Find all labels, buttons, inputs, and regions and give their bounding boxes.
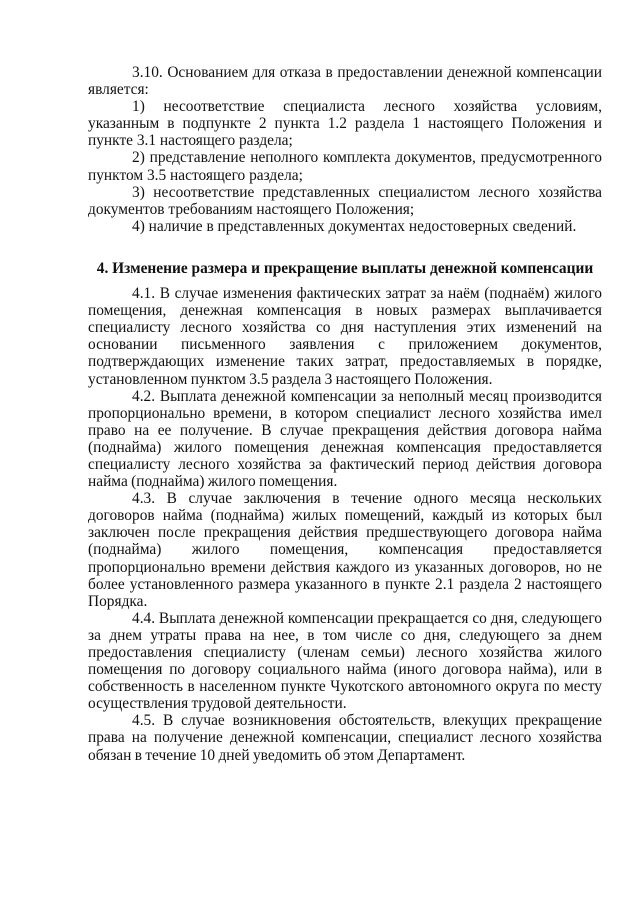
paragraph-4-5: 4.5. В случае возникновения обстоятельств, влекущих прекращение права на получение денежной компенсации, специалист лесного хозяйства обязан в течение 10 дней уведомить об этом Департамент. [88,712,602,764]
list-item: 1) несоответствие специалиста лесного хозяйства условиям, указанным в подпункте 2 пункта 1.2 раздела 1 настоящего Положения и пункте 3.1 настоящего раздела; [88,98,602,150]
paragraph-4-2: 4.2. Выплата денежной компенсации за неполный месяц производится пропорционально времени, в котором специалист лесного хозяйства имел право на ее получение. В случае прекращения действия договора найма (поднайма) жилого помещения денежная компенсация предоставляется специалисту лесного хозяйства за фактический период действия договора найма (поднайма) жилого помещения. [88,387,602,491]
list-item: 4) наличие в представленных документах недостоверных сведений. [132,217,577,235]
section-heading: 4. Изменение размера и прекращение выплаты денежной компенсации [96,259,594,277]
paragraph-4-1: 4.1. В случае изменения фактических затрат за наём (поднаём) жилого помещения, денежная компенсация в новых размерах выплачивается специалисту лесного хозяйства со дня наступления этих изменений на основании письменного заявления с приложением документов, подтверждающих изменение таких затрат, предоставляемых в порядке, установленном пунктом 3.5 раздела 3 настоящего Положения. [88,285,602,388]
paragraph-4-3: 4.3. В случае заключения в течение одного месяца нескольких договоров найма (поднайма) жилых помещений, каждый из которых был заключен после прекращения действия предшествующего договора найма (поднайма) жилого помещения, компенсация предоставляется пропорционально времени действия каждого из указанных договоров, но не более установленного размера указанного в пункте 2.1 раздела 2 настоящего Порядка. [88,490,602,610]
list-item: 2) представление неполного комплекта документов, предусмотренного пунктом 3.5 настоящего раздела; [88,149,602,184]
paragraph-4-4: 4.4. Выплата денежной компенсации прекращается со дня, следующего за днем утраты права на нее, в том числе со дня, следующего за днем предоставления специалисту (членам семьи) лесного хозяйства жилого помещения по договору социального найма (иного договора найма), или в собственность в населенном пункте Чукотского автономного округа по месту осуществления трудовой деятельности. [88,609,602,713]
paragraph-3-10: 3.10. Основанием для отказа в предоставлении денежной компенсации является: [88,64,602,99]
list-item: 3) несоответствие представленных специалистом лесного хозяйства документов требованиям настоящего Положения; [88,183,602,218]
document-page [88,64,602,764]
